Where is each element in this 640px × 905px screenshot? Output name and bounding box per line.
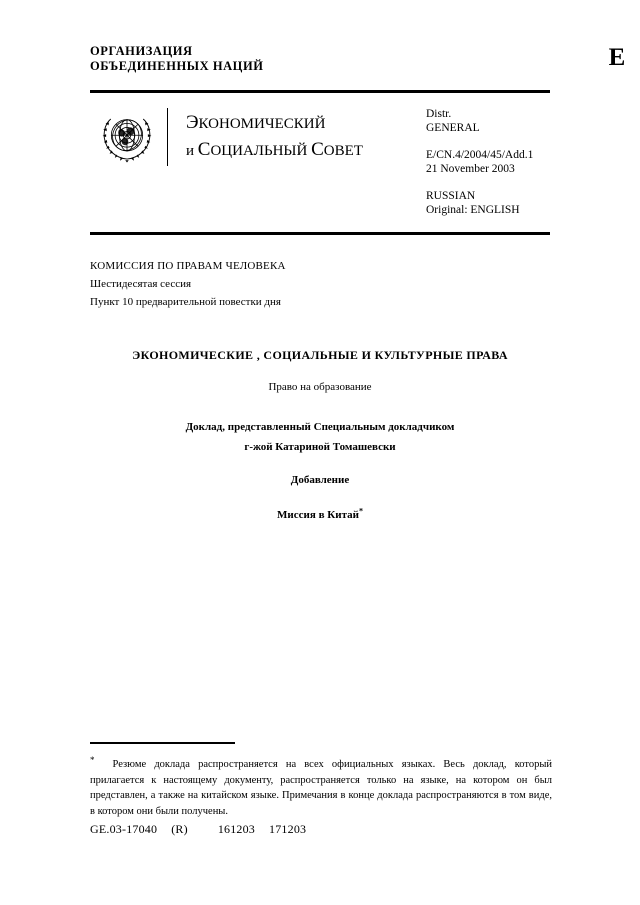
document-symbol-letter: E [608, 44, 626, 71]
page-subtitle: Право на образование [268, 381, 372, 393]
header-divider-rule-top [90, 90, 550, 93]
document-code-footer [90, 822, 306, 837]
document-original-language: Original: ENGLISH [426, 204, 520, 216]
council-block [98, 108, 363, 166]
rapporteur-line-1: Доклад, представленный Специальным докладчиком [185, 421, 455, 433]
rapporteur-block [0, 417, 640, 457]
organization-name-line2: ОБЪЕДИНЕННЫХ НАЦИЙ [90, 59, 264, 73]
commission-name: КОМИССИЯ ПО ПРАВАМ ЧЕЛОВЕКА [90, 260, 286, 272]
document-language: RUSSIAN [426, 190, 476, 202]
emblem-divider [167, 108, 168, 166]
distribution-spacer-2 [426, 176, 533, 189]
footnote [90, 754, 552, 819]
header-divider-rule-bottom [90, 232, 550, 235]
mission-text: Миссия в Китай [277, 509, 359, 521]
council-title-line2: и СОЦИАЛЬНЫЙ СОВЕТ [186, 139, 363, 160]
distribution-block [426, 107, 533, 217]
distribution-label: Distr. [426, 108, 452, 120]
footnote-marker: * [90, 754, 95, 765]
document-date-code-1: 161203 [217, 822, 256, 836]
document-date: 21 November 2003 [426, 163, 515, 175]
mission-footnote-marker: * [358, 506, 363, 516]
distribution-spacer-1 [426, 135, 533, 148]
footnote-text: Резюме доклада распространяется на всех официальных языках. Весь доклад, который прилагается к настоящему документу, распространяется только на языке, на котором он был представлен, а также на китайском языке. Примечания в конце доклада распространяются в том виде, в котором они были получены. [90, 759, 552, 817]
page-title: ЭКОНОМИЧЕСКИЕ , СОЦИАЛЬНЫЕ И КУЛЬТУРНЫЕ ПРАВА [132, 348, 508, 362]
commission-session: Шестидесятая сессия [90, 278, 192, 290]
council-title-line1: ЭКОНОМИЧЕСКИЙ [186, 112, 326, 133]
distribution-value: GENERAL [426, 122, 480, 134]
addendum-label: Добавление [290, 474, 350, 486]
commission-block [90, 257, 286, 311]
document-code: GE.03-17040 [90, 822, 158, 836]
council-title [186, 110, 363, 164]
masthead [90, 44, 550, 74]
organization-name-line1: ОРГАНИЗАЦИЯ [90, 44, 193, 58]
document-symbol: E/CN.4/2004/45/Add.1 [426, 149, 534, 161]
commission-agenda-item: Пункт 10 предварительной повестки дня [90, 296, 281, 308]
mission-label [0, 506, 640, 521]
document-date-code-2: 171203 [269, 822, 307, 836]
document-language-code: (R) [171, 822, 188, 836]
un-emblem-icon [98, 108, 156, 166]
footnote-separator-rule [90, 742, 235, 744]
rapporteur-line-2: г-жой Катариной Томашевски [244, 441, 396, 453]
